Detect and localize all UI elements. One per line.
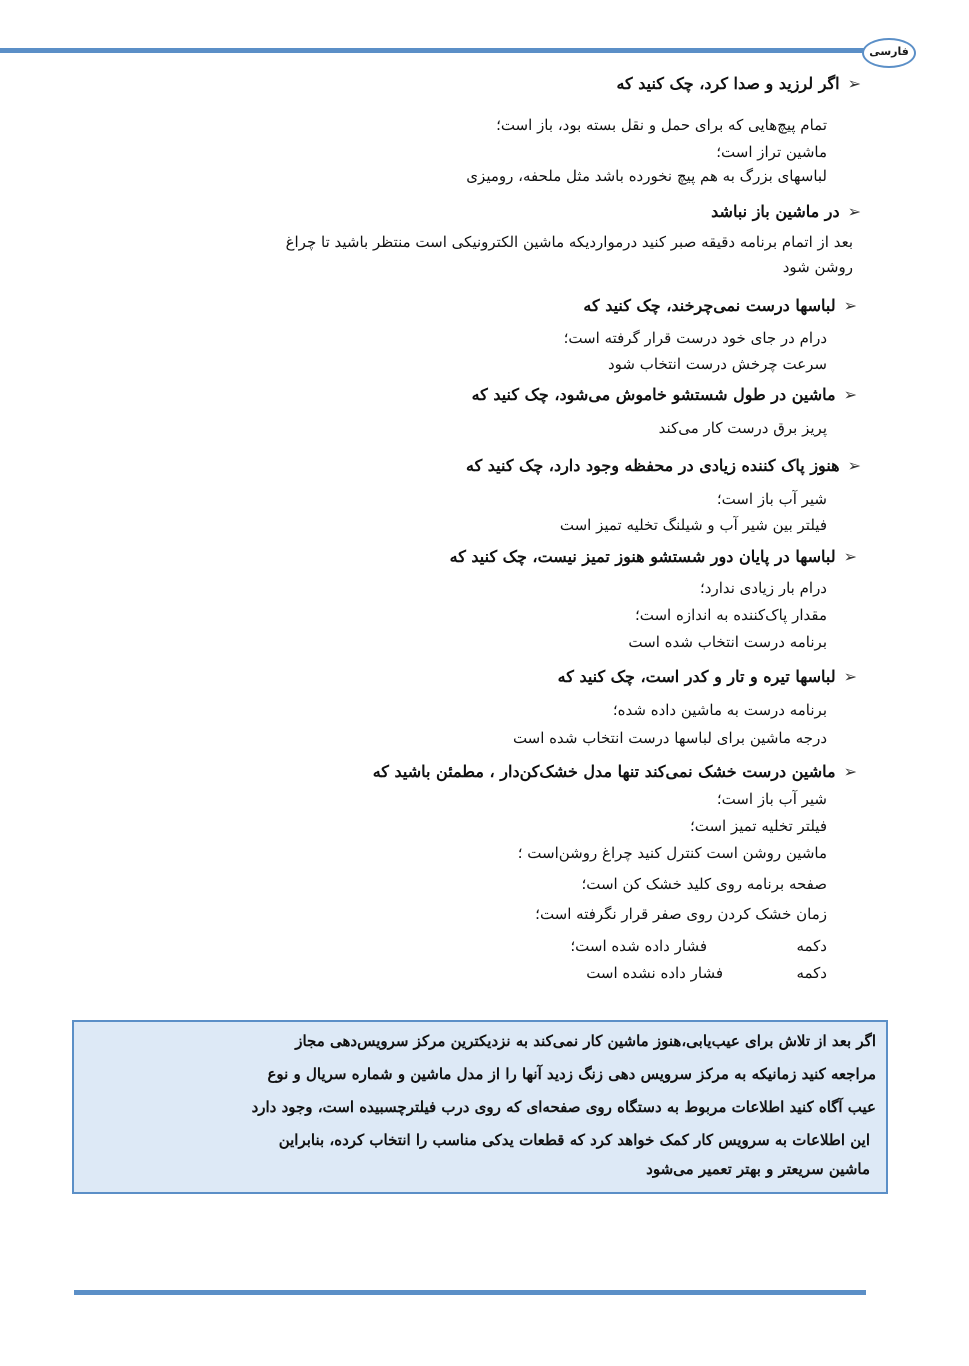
arrow-bullet-icon: ➢ [843, 547, 857, 566]
arrow-bullet-icon: ➢ [843, 385, 857, 404]
section-line: برنامه درست انتخاب شده است [628, 633, 827, 651]
button-state-text: فشار داده شده است؛ [570, 937, 707, 955]
section-line: سرعت چرخش درست انتخاب شود [607, 355, 827, 373]
section-heading: ➢لباسها تیره و تار و کدر است، چک کنید که [557, 667, 857, 686]
button-state-text: فشار داده نشده است [586, 964, 723, 982]
section-line: ماشین تراز است؛ [716, 143, 827, 161]
arrow-bullet-icon: ➢ [843, 762, 857, 781]
section-line: زمان خشک کردن روی صفر قرار نگرفته است؛ [535, 905, 827, 923]
arrow-bullet-icon: ➢ [847, 74, 861, 93]
note-line: عیب آگاه کنید اطلاعات مربوط به دستگاه روی صفحه‌ای که روی درب فیلترچسبیده است، وجود دارد [251, 1098, 876, 1116]
button-label: دکمه [796, 964, 827, 982]
section-line: فیلتر تخلیه تمیز است؛ [689, 817, 827, 835]
note-line: مراجعه کنید زمانیکه به مرکز سرویس دهی زنگ زدید آنها را از مدل ماشین و شماره سریال و نوع [267, 1065, 876, 1083]
section-line: ماشین روشن است کنترل کنید چراغ روشن‌است ؛ [517, 844, 827, 862]
arrow-bullet-icon: ➢ [847, 456, 861, 475]
arrow-bullet-icon: ➢ [847, 202, 861, 221]
bottom-rule [74, 1290, 866, 1295]
section-line: پریز برق درست کار می‌کند [658, 419, 827, 437]
arrow-bullet-icon: ➢ [843, 296, 857, 315]
arrow-bullet-icon: ➢ [843, 667, 857, 686]
section-heading: ➢لباسها درست نمی‌چرخند، چک کنید که [583, 296, 857, 315]
section-line: شیر آب باز است؛ [716, 490, 827, 508]
section-line: فیلتر بین شیر آب و شیلنگ تخلیه تمیز است [559, 516, 827, 534]
section-line: صفحه برنامه روی کلید خشک کن است؛ [581, 875, 827, 893]
section-heading: ➢لباسها در پایان دور شستشو هنوز تمیز نیست، چک کنید که [449, 547, 857, 566]
section-heading: ➢اگر لرزید و صدا کرد، چک کنید که [616, 74, 861, 93]
note-line: اگر بعد از تلاش برای عیب‌یابی،هنوز ماشین کار نمی‌کند به نزدیکترین مرکز سرویس‌دهی مجاز [295, 1032, 876, 1050]
section-line: درام بار زیادی ندارد؛ [700, 579, 827, 597]
service-note-box [72, 1020, 888, 1194]
section-line: شیر آب باز است؛ [716, 790, 827, 808]
section-line: بعد از اتمام برنامه دقیقه صبر کنید درمواردیکه ماشین الکترونیکی است منتظر باشید تا چراغ [285, 233, 853, 251]
note-line: ماشین سریعتر و بهتر تعمیر می‌شود [646, 1160, 870, 1178]
button-label: دکمه [796, 937, 827, 955]
language-badge: فارسی [862, 38, 916, 68]
section-line: درجه ماشین برای لباسها درست انتخاب شده است [512, 729, 827, 747]
section-heading: ➢در ماشین باز نباشد [711, 202, 861, 221]
section-heading: ➢ماشین در طول شستشو خاموش می‌شود، چک کنید که [471, 385, 857, 404]
note-line: این اطلاعات به سرویس کار کمک خواهد کرد که قطعات یدکی مناسب را انتخاب کرده، بنابراین [278, 1131, 870, 1149]
section-line: برنامه درست به ماشین داده شده؛ [612, 701, 827, 719]
section-heading: ➢ماشین درست خشک نمی‌کند تنها مدل خشک‌کن‌دار ، مطمئن باشید که [372, 762, 857, 781]
section-heading: ➢هنوز پاک کننده زیادی در محفظه وجود دارد، چک کنید که [466, 456, 861, 475]
section-line: تمام پیچ‌هایی که برای حمل و نقل بسته بود، باز است؛ [496, 116, 827, 134]
section-line: لباسهای بزرگ به هم پیچ نخورده باشد مثل ملحفه، رومیزی [466, 167, 827, 185]
section-line: روشن شود [782, 258, 853, 276]
section-line: مقدار پاک‌کننده به اندازه است؛ [634, 606, 827, 624]
section-line: درام در جای خود درست قرار گرفته است؛ [563, 329, 827, 347]
